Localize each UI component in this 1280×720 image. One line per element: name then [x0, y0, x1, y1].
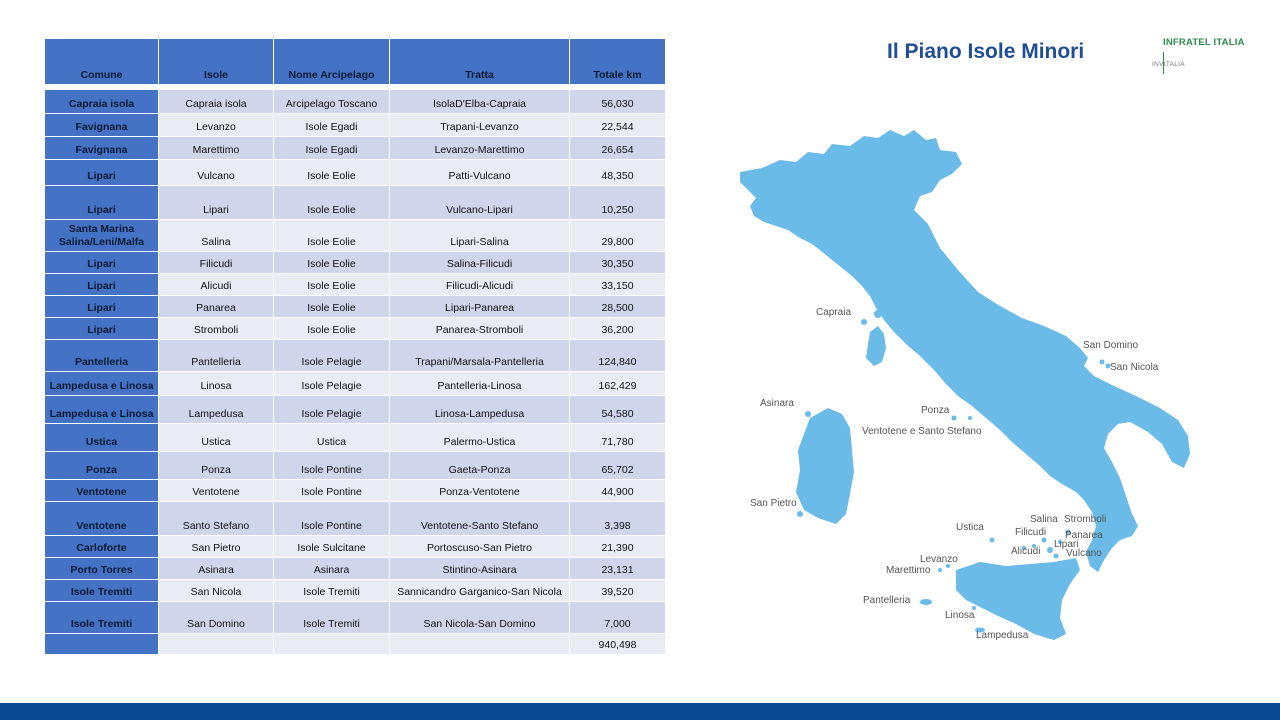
table-row: [45, 396, 666, 424]
cell-tratta: San Nicola-San Domino: [390, 602, 570, 634]
table-row: [45, 424, 666, 452]
cell-comune: Porto Torres: [45, 558, 159, 580]
cell-tratta: Ponza-Ventotene: [390, 480, 570, 502]
table-row: [45, 452, 666, 480]
cell-tratta: Gaeta-Ponza: [390, 452, 570, 480]
infratel-logo: [1150, 36, 1250, 76]
table-row: [45, 90, 666, 114]
cell-isole: Filicudi: [159, 252, 274, 274]
islands-table: [44, 38, 666, 655]
cell-tratta: Panarea-Stromboli: [390, 318, 570, 340]
cell-tratta: Pantelleria-Linosa: [390, 372, 570, 396]
table-row: [45, 186, 666, 220]
cell-tratta: Sannicandro Garganico-San Nicola: [390, 580, 570, 602]
island-ponza: [952, 416, 957, 421]
islands-table-wrap: [44, 38, 665, 655]
cell-tratta: Trapani-Levanzo: [390, 114, 570, 137]
cell-isole: Stromboli: [159, 318, 274, 340]
island-salina: [1042, 538, 1047, 543]
table-row: [45, 296, 666, 318]
island-san-domino: [1100, 360, 1105, 365]
cell-arcipelago: Asinara: [274, 558, 390, 580]
cell-isole: Pantelleria: [159, 340, 274, 372]
cell-totale-km: 21,390: [570, 536, 666, 558]
cell-isole: Ustica: [159, 424, 274, 452]
cell-comune: Lipari: [45, 160, 159, 186]
cell-tratta: Vulcano-Lipari: [390, 186, 570, 220]
label-levanzo: Levanzo: [920, 554, 958, 565]
table-row: [45, 318, 666, 340]
table-row: [45, 558, 666, 580]
cell-arcipelago: Isole Pelagie: [274, 340, 390, 372]
cell-arcipelago: Isole Eolie: [274, 186, 390, 220]
table-row: [45, 114, 666, 137]
label-alicudi: Alicudi: [1011, 546, 1041, 557]
header-totale-km: Totale km: [570, 39, 666, 85]
cell-tratta: IsolaD'Elba-Capraia: [390, 90, 570, 114]
table-row: [45, 480, 666, 502]
label-filicudi: Filicudi: [1015, 527, 1047, 538]
cell-isole: Levanzo: [159, 114, 274, 137]
cell-isole: Asinara: [159, 558, 274, 580]
cell-isole: Lipari: [159, 186, 274, 220]
cell-arcipelago: Isole Eolie: [274, 252, 390, 274]
table-row: [45, 580, 666, 602]
header-isole: Isole: [159, 39, 274, 85]
island-vulcano: [1054, 554, 1059, 559]
cell-tratta: Stintino-Asinara: [390, 558, 570, 580]
cell-comune: Pantelleria: [45, 340, 159, 372]
cell-comune: Lampedusa e Linosa: [45, 372, 159, 396]
cell-comune: Ustica: [45, 424, 159, 452]
label-san-nicola: San Nicola: [1110, 362, 1159, 373]
logo-sub: INVITALIA: [1152, 61, 1185, 68]
cell-totale-km: 28,500: [570, 296, 666, 318]
cell-tratta: Ventotene-Santo Stefano: [390, 502, 570, 536]
cell-tratta: Lipari-Salina: [390, 220, 570, 252]
cell-arcipelago: Isole Egadi: [274, 114, 390, 137]
island-ventotene: [968, 416, 972, 420]
cell-arcipelago: Isole Pelagie: [274, 396, 390, 424]
cell-totale-km: 30,350: [570, 252, 666, 274]
cell-totale-km: 54,580: [570, 396, 666, 424]
island-pantelleria: [920, 599, 932, 605]
cell-isole: Linosa: [159, 372, 274, 396]
table-row: [45, 372, 666, 396]
cell-arcipelago: Isole Pontine: [274, 480, 390, 502]
cell-arcipelago: Isole Eolie: [274, 318, 390, 340]
cell-comune: Lipari: [45, 274, 159, 296]
cell-totale-km: 23,131: [570, 558, 666, 580]
label-san-domino: San Domino: [1083, 340, 1139, 351]
cell-isole: Capraia isola: [159, 90, 274, 114]
corsica: [866, 326, 886, 366]
cell-comune: Isole Tremiti: [45, 580, 159, 602]
cell-isole: Panarea: [159, 296, 274, 318]
cell-arcipelago: Isole Pontine: [274, 452, 390, 480]
table-row: [45, 602, 666, 634]
table-row: [45, 252, 666, 274]
cell-isole: Santo Stefano: [159, 502, 274, 536]
table-row: [45, 274, 666, 296]
cell-isole: Ponza: [159, 452, 274, 480]
cell-comune: Lipari: [45, 186, 159, 220]
label-ventotene: Ventotene e Santo Stefano: [862, 426, 982, 437]
island-capraia: [861, 319, 867, 325]
cell-arcipelago: Isole Eolie: [274, 296, 390, 318]
cell-comune: Capraia isola: [45, 90, 159, 114]
island-san-pietro: [797, 511, 803, 517]
label-capraia: Capraia: [816, 307, 852, 318]
cell-comune: Ponza: [45, 452, 159, 480]
total-row-empty-cell: [274, 634, 390, 655]
cell-arcipelago: Isole Tremiti: [274, 602, 390, 634]
cell-isole: Marettimo: [159, 137, 274, 160]
logo-name: INFRATEL ITALIA: [1163, 37, 1245, 48]
cell-comune: Ventotene: [45, 502, 159, 536]
cell-arcipelago: Isole Tremiti: [274, 580, 390, 602]
table-row: [45, 536, 666, 558]
label-ponza: Ponza: [921, 405, 950, 416]
label-asinara: Asinara: [760, 398, 794, 409]
cell-arcipelago: Isole Pelagie: [274, 372, 390, 396]
cell-arcipelago: Isole Eolie: [274, 274, 390, 296]
total-row-empty-cell: [159, 634, 274, 655]
cell-tratta: Linosa-Lampedusa: [390, 396, 570, 424]
cell-totale-km: 124,840: [570, 340, 666, 372]
label-marettimo: Marettimo: [886, 565, 931, 576]
page-title: Il Piano Isole Minori: [887, 40, 1085, 63]
cell-arcipelago: Isole Eolie: [274, 220, 390, 252]
label-linosa: Linosa: [945, 610, 975, 621]
cell-totale-km: 44,900: [570, 480, 666, 502]
cell-totale-km: 71,780: [570, 424, 666, 452]
cell-tratta: Salina-Filicudi: [390, 252, 570, 274]
table-row: [45, 220, 666, 252]
cell-tratta: Levanzo-Marettimo: [390, 137, 570, 160]
cell-comune: Lipari: [45, 318, 159, 340]
cell-totale-km: 56,030: [570, 90, 666, 114]
cell-totale-km: 26,654: [570, 137, 666, 160]
cell-comune: Ventotene: [45, 480, 159, 502]
cell-tratta: Portoscuso-San Pietro: [390, 536, 570, 558]
table-body: [45, 85, 666, 655]
cell-isole: Salina: [159, 220, 274, 252]
table-header-row: [45, 39, 666, 85]
cell-arcipelago: Isole Eolie: [274, 160, 390, 186]
label-stromboli: Stromboli: [1064, 514, 1107, 525]
cell-comune: Carloforte: [45, 536, 159, 558]
italy-map-svg: [700, 100, 1220, 660]
cell-totale-km: 7,000: [570, 602, 666, 634]
cell-tratta: Lipari-Panarea: [390, 296, 570, 318]
island-asinara: [805, 411, 811, 417]
table-row: [45, 502, 666, 536]
total-km-value: 940,498: [570, 634, 666, 655]
cell-isole: Lampedusa: [159, 396, 274, 424]
table-row: [45, 160, 666, 186]
cell-comune: Lipari: [45, 296, 159, 318]
cell-comune: Favignana: [45, 114, 159, 137]
table-total-row: [45, 634, 666, 655]
table-row: [45, 340, 666, 372]
label-panarea: Panarea: [1065, 530, 1103, 541]
italy-map: [700, 100, 1220, 660]
label-ustica: Ustica: [956, 522, 984, 533]
label-lipari: Lipari: [1054, 539, 1079, 550]
label-vulcano: Vulcano: [1066, 548, 1102, 559]
table-row: [45, 137, 666, 160]
cell-comune: Santa Marina Salina/Leni/Malfa: [45, 220, 159, 252]
label-salina: Salina: [1030, 514, 1058, 525]
island-marettimo: [938, 568, 942, 572]
header-tratta: Tratta: [390, 39, 570, 85]
cell-isole: San Nicola: [159, 580, 274, 602]
cell-tratta: Trapani/Marsala-Pantelleria: [390, 340, 570, 372]
cell-arcipelago: Isole Egadi: [274, 137, 390, 160]
label-pantelleria: Pantelleria: [863, 595, 911, 606]
cell-isole: San Pietro: [159, 536, 274, 558]
cell-isole: San Domino: [159, 602, 274, 634]
cell-totale-km: 3,398: [570, 502, 666, 536]
label-lampedusa: Lampedusa: [976, 630, 1029, 641]
total-row-empty-cell: [390, 634, 570, 655]
cell-comune: Lampedusa e Linosa: [45, 396, 159, 424]
cell-totale-km: 36,200: [570, 318, 666, 340]
island-ustica: [990, 538, 995, 543]
cell-totale-km: 29,800: [570, 220, 666, 252]
cell-isole: Ventotene: [159, 480, 274, 502]
footer-bar: [0, 703, 1280, 720]
sicily: [956, 558, 1080, 640]
cell-totale-km: 39,520: [570, 580, 666, 602]
cell-totale-km: 22,544: [570, 114, 666, 137]
cell-totale-km: 65,702: [570, 452, 666, 480]
cell-arcipelago: Isole Sulcitane: [274, 536, 390, 558]
cell-isole: Alicudi: [159, 274, 274, 296]
cell-arcipelago: Ustica: [274, 424, 390, 452]
header-comune: Comune: [45, 39, 159, 85]
cell-arcipelago: Isole Pontine: [274, 502, 390, 536]
total-row-empty-cell: [45, 634, 159, 655]
sardinia: [796, 408, 854, 524]
cell-comune: Favignana: [45, 137, 159, 160]
label-san-pietro: San Pietro: [750, 498, 797, 509]
header-arcipelago: Nome Arcipelago: [274, 39, 390, 85]
cell-tratta: Filicudi-Alicudi: [390, 274, 570, 296]
cell-tratta: Palermo-Ustica: [390, 424, 570, 452]
cell-totale-km: 48,350: [570, 160, 666, 186]
cell-comune: Lipari: [45, 252, 159, 274]
island-lipari: [1047, 547, 1053, 553]
island-elba: [874, 310, 882, 318]
cell-totale-km: 33,150: [570, 274, 666, 296]
cell-tratta: Patti-Vulcano: [390, 160, 570, 186]
cell-totale-km: 162,429: [570, 372, 666, 396]
cell-totale-km: 10,250: [570, 186, 666, 220]
cell-arcipelago: Arcipelago Toscano: [274, 90, 390, 114]
cell-isole: Vulcano: [159, 160, 274, 186]
cell-comune: Isole Tremiti: [45, 602, 159, 634]
